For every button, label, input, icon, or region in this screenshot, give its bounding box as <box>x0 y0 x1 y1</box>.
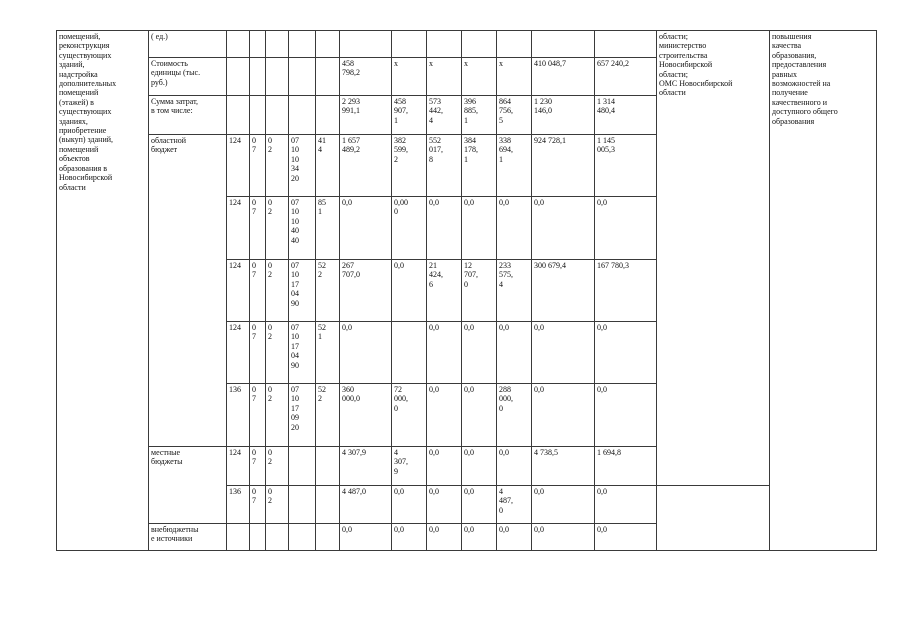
grbs-cell <box>227 31 250 58</box>
year5-cell: 0,0 <box>532 197 595 260</box>
total-cell: 4 487,0 <box>340 486 392 524</box>
year6-cell: 1 145 005,3 <box>595 135 657 197</box>
year1-cell: 458 907, 1 <box>392 96 427 135</box>
total-cell: 0,0 <box>340 197 392 260</box>
rz-cell <box>250 96 266 135</box>
rz-cell: 0 7 <box>250 260 266 322</box>
year2-cell: 21 424, 6 <box>427 260 462 322</box>
responsible-cell: области; министерство строительства Новосибирской области; ОМС Новосибирской области <box>657 31 770 486</box>
goal-cell: повышения качества образования, предоставления равных возможностей на получение качественного и доступного общего образования <box>770 31 877 551</box>
total-cell: 4 307,9 <box>340 447 392 486</box>
pr-cell: 0 2 <box>266 322 289 384</box>
csr-cell: 07 10 17 09 20 <box>289 384 316 447</box>
year6-cell: 1 314 480,4 <box>595 96 657 135</box>
year2-cell <box>427 31 462 58</box>
year5-cell: 410 048,7 <box>532 58 595 96</box>
rz-cell: 0 7 <box>250 197 266 260</box>
csr-cell <box>289 96 316 135</box>
csr-cell: 07 10 10 34 20 <box>289 135 316 197</box>
year6-cell: 0,0 <box>595 197 657 260</box>
csr-cell <box>289 31 316 58</box>
total-cell: 360 000,0 <box>340 384 392 447</box>
year2-cell: 0,0 <box>427 197 462 260</box>
year6-cell: 167 780,3 <box>595 260 657 322</box>
csr-cell <box>289 58 316 96</box>
year3-cell: 12 707, 0 <box>462 260 497 322</box>
grbs-cell: 124 <box>227 260 250 322</box>
year6-cell: 1 694,8 <box>595 447 657 486</box>
year3-cell: 0,0 <box>462 524 497 551</box>
year6-cell: 0,0 <box>595 322 657 384</box>
year4-cell: x <box>497 58 532 96</box>
year6-cell: 657 240,2 <box>595 58 657 96</box>
year5-cell: 0,0 <box>532 524 595 551</box>
vr-cell: 52 2 <box>316 260 340 322</box>
vr-cell: 85 1 <box>316 197 340 260</box>
year4-cell <box>497 31 532 58</box>
pr-cell <box>266 524 289 551</box>
vr-cell <box>316 486 340 524</box>
year1-cell: x <box>392 58 427 96</box>
year2-cell: 573 442, 4 <box>427 96 462 135</box>
year4-cell: 0,0 <box>497 524 532 551</box>
rz-cell <box>250 524 266 551</box>
year5-cell: 300 679,4 <box>532 260 595 322</box>
year2-cell: 0,0 <box>427 524 462 551</box>
vr-cell <box>316 447 340 486</box>
pr-cell <box>266 96 289 135</box>
year2-cell: 0,0 <box>427 322 462 384</box>
grbs-cell: 124 <box>227 322 250 384</box>
vr-cell: 52 2 <box>316 384 340 447</box>
year2-cell: x <box>427 58 462 96</box>
year4-cell: 338 694, 1 <box>497 135 532 197</box>
year3-cell: x <box>462 58 497 96</box>
label-cell: Стоимость единицы (тыс. руб.) <box>149 58 227 96</box>
label-cell: местные бюджеты <box>149 447 227 524</box>
rz-cell: 0 7 <box>250 486 266 524</box>
pr-cell <box>266 31 289 58</box>
year6-cell: 0,0 <box>595 486 657 524</box>
vr-cell <box>316 58 340 96</box>
grbs-cell: 124 <box>227 197 250 260</box>
year3-cell: 384 178, 1 <box>462 135 497 197</box>
csr-cell: 07 10 10 40 40 <box>289 197 316 260</box>
year1-cell <box>392 31 427 58</box>
year3-cell: 0,0 <box>462 486 497 524</box>
grbs-cell <box>227 524 250 551</box>
object-name-cell: помещений, реконструкция существующих зданий, надстройка дополнительных помещений (этажей) в существующих зданиях, приобретение (выкуп) зданий, помещений объектов образования в Новосибирской области <box>57 31 149 551</box>
vr-cell: 52 1 <box>316 322 340 384</box>
year5-cell: 1 230 146,0 <box>532 96 595 135</box>
rz-cell <box>250 31 266 58</box>
pr-cell: 0 2 <box>266 135 289 197</box>
responsible-empty-cell <box>657 486 770 551</box>
csr-cell <box>289 524 316 551</box>
pr-cell <box>266 58 289 96</box>
rz-cell: 0 7 <box>250 447 266 486</box>
vr-cell <box>316 96 340 135</box>
year3-cell: 0,0 <box>462 447 497 486</box>
budget-table <box>56 30 877 551</box>
pr-cell: 0 2 <box>266 197 289 260</box>
year1-cell: 0,0 <box>392 486 427 524</box>
csr-cell: 07 10 17 04 90 <box>289 322 316 384</box>
year6-cell: 0,0 <box>595 524 657 551</box>
label-cell: ( ед.) <box>149 31 227 58</box>
year4-cell: 864 756, 5 <box>497 96 532 135</box>
year3-cell: 0,0 <box>462 384 497 447</box>
year2-cell: 552 017, 8 <box>427 135 462 197</box>
year1-cell: 382 599, 2 <box>392 135 427 197</box>
year3-cell: 0,0 <box>462 197 497 260</box>
year5-cell: 924 728,1 <box>532 135 595 197</box>
year1-cell: 0,0 <box>392 524 427 551</box>
year3-cell: 396 885, 1 <box>462 96 497 135</box>
year5-cell <box>532 31 595 58</box>
pr-cell: 0 2 <box>266 486 289 524</box>
pr-cell: 0 2 <box>266 447 289 486</box>
year1-cell: 0,0 <box>392 260 427 322</box>
rz-cell <box>250 58 266 96</box>
rz-cell: 0 7 <box>250 384 266 447</box>
year4-cell: 0,0 <box>497 197 532 260</box>
year1-cell: 72 000, 0 <box>392 384 427 447</box>
grbs-cell <box>227 58 250 96</box>
pr-cell: 0 2 <box>266 384 289 447</box>
year5-cell: 0,0 <box>532 322 595 384</box>
total-cell: 2 293 991,1 <box>340 96 392 135</box>
grbs-cell: 136 <box>227 384 250 447</box>
total-cell: 458 798,2 <box>340 58 392 96</box>
year1-cell: 4 307, 9 <box>392 447 427 486</box>
year4-cell: 4 487, 0 <box>497 486 532 524</box>
grbs-cell: 136 <box>227 486 250 524</box>
year3-cell <box>462 31 497 58</box>
label-cell: областной бюджет <box>149 135 227 447</box>
year2-cell: 0,0 <box>427 447 462 486</box>
grbs-cell: 124 <box>227 447 250 486</box>
csr-cell <box>289 447 316 486</box>
year2-cell: 0,0 <box>427 486 462 524</box>
vr-cell: 41 4 <box>316 135 340 197</box>
label-cell: Сумма затрат, в том числе: <box>149 96 227 135</box>
total-cell: 1 657 489,2 <box>340 135 392 197</box>
year3-cell: 0,0 <box>462 322 497 384</box>
vr-cell <box>316 524 340 551</box>
year4-cell: 233 575, 4 <box>497 260 532 322</box>
year1-cell <box>392 322 427 384</box>
table-row <box>57 31 877 58</box>
rz-cell: 0 7 <box>250 135 266 197</box>
year4-cell: 0,0 <box>497 447 532 486</box>
year5-cell: 0,0 <box>532 384 595 447</box>
year4-cell: 288 000, 0 <box>497 384 532 447</box>
pr-cell: 0 2 <box>266 260 289 322</box>
year5-cell: 4 738,5 <box>532 447 595 486</box>
year6-cell <box>595 31 657 58</box>
total-cell: 0,0 <box>340 524 392 551</box>
csr-cell: 07 10 17 04 90 <box>289 260 316 322</box>
label-cell: внебюджетны е источники <box>149 524 227 551</box>
grbs-cell: 124 <box>227 135 250 197</box>
year6-cell: 0,0 <box>595 384 657 447</box>
year5-cell: 0,0 <box>532 486 595 524</box>
year1-cell: 0,00 0 <box>392 197 427 260</box>
total-cell: 267 707,0 <box>340 260 392 322</box>
year2-cell: 0,0 <box>427 384 462 447</box>
year4-cell: 0,0 <box>497 322 532 384</box>
csr-cell <box>289 486 316 524</box>
rz-cell: 0 7 <box>250 322 266 384</box>
total-cell: 0,0 <box>340 322 392 384</box>
vr-cell <box>316 31 340 58</box>
grbs-cell <box>227 96 250 135</box>
total-cell <box>340 31 392 58</box>
